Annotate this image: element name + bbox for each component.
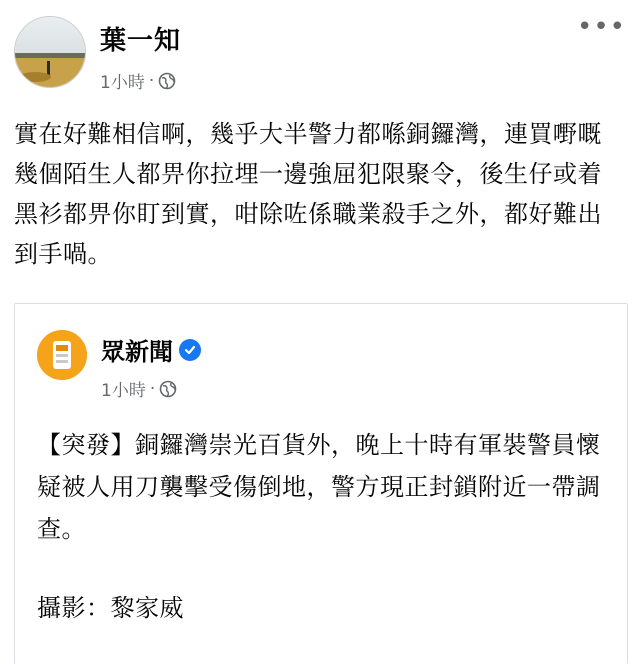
post-meta [100, 68, 176, 93]
author-avatar[interactable] [14, 16, 86, 88]
meta-separator: · [148, 70, 155, 91]
shared-post-card[interactable] [14, 303, 628, 664]
author-name[interactable]: 葉一知 [100, 26, 182, 56]
post-body: 實在好難相信啊，幾乎大半警力都喺銅鑼灣，連買嘢嘅幾個陌生人都畀你拉埋一邊強屈犯限聚令，後生仔或着黑衫都畀你盯到實，咁除咗係職業殺手之外，都好難出到手喎。 [14, 120, 602, 268]
verified-badge-icon [179, 339, 201, 361]
avatar-photo [15, 17, 85, 87]
page-avatar[interactable] [37, 330, 87, 380]
photo-credit: 攝影：黎家威 [37, 594, 184, 622]
globe-icon [159, 380, 177, 398]
post-time[interactable]: 1小時 [100, 73, 145, 93]
page-name[interactable]: 眾新聞 [101, 338, 173, 366]
meta-separator: · [149, 378, 156, 399]
shared-post-body: 【突發】銅鑼灣崇光百貨外，晚上十時有軍裝警員懷疑被人用刀襲擊受傷倒地，警方現正封鎖附近一帶調查。 [37, 431, 601, 543]
page-name-row [101, 332, 201, 367]
shared-post-time[interactable]: 1小時 [101, 381, 146, 401]
page-logo-icon [37, 330, 87, 380]
globe-icon [158, 72, 176, 90]
more-options-icon[interactable]: ••• [576, 12, 626, 42]
shared-post-meta [101, 376, 177, 401]
